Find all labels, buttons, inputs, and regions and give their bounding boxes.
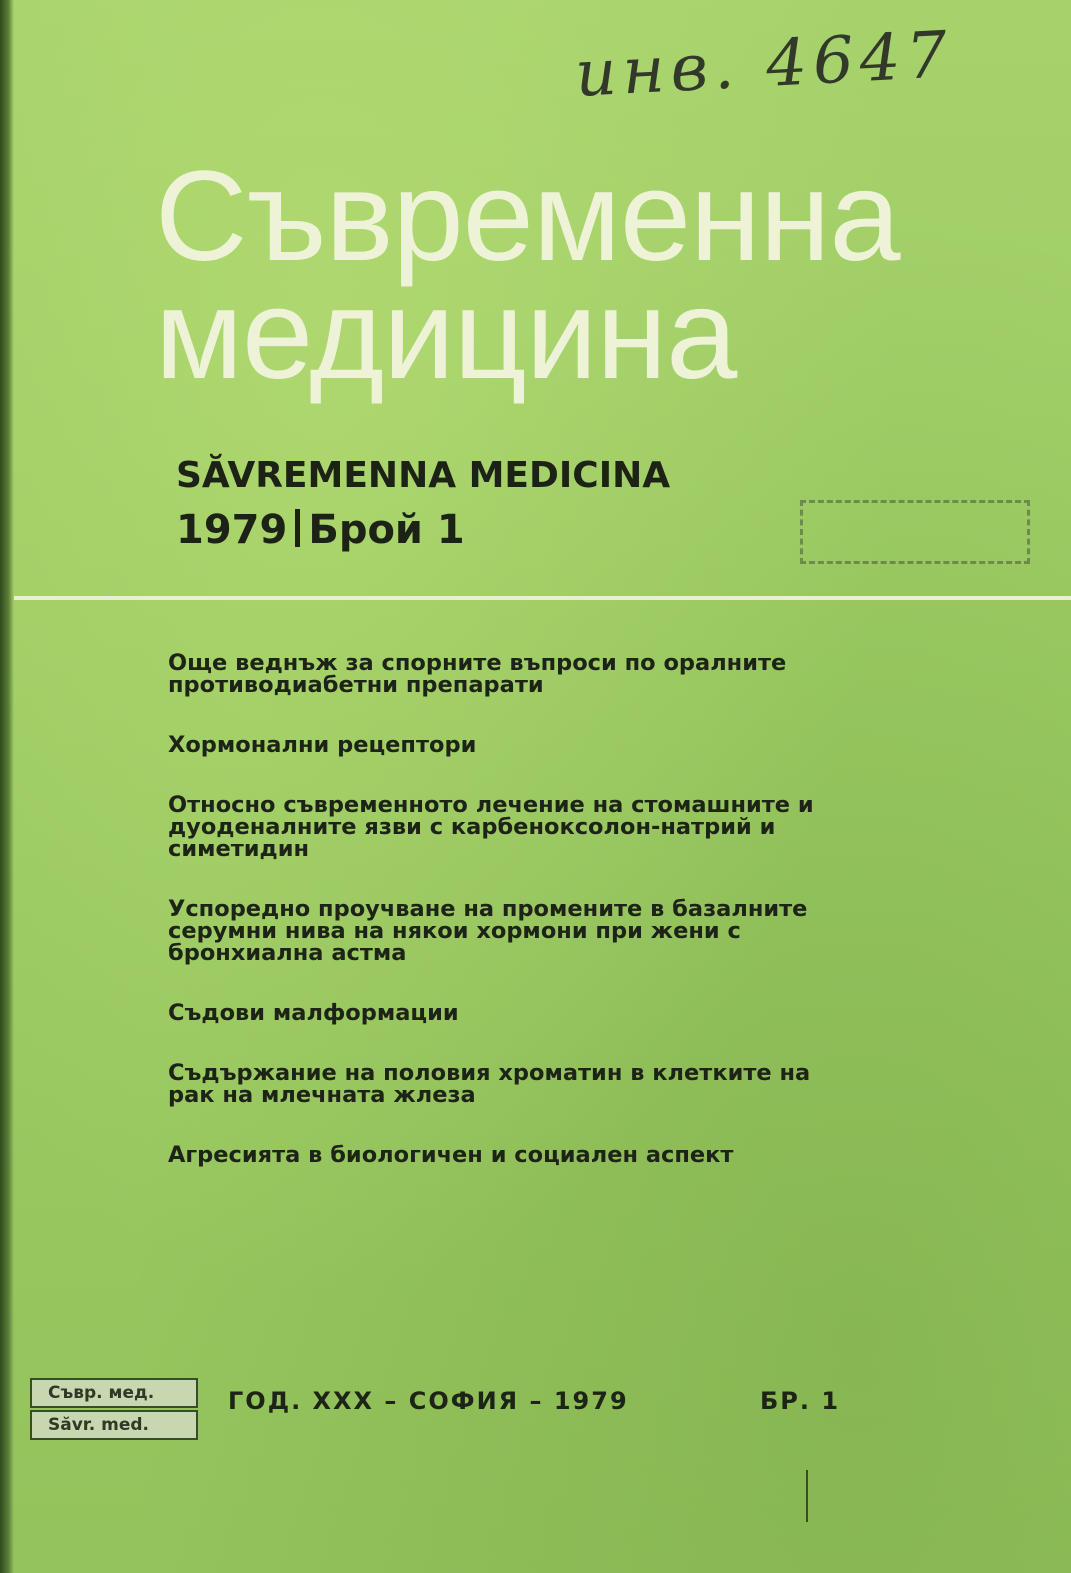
article-title: Съдържание на половия хроматин в клетките на рак на млечната жлеза [168, 1060, 811, 1108]
article-title: Относно съвременното лечение на стомашните и дуоденалните язви с карбеноксолон-натрий и симетидин [168, 792, 814, 862]
article-title: Хормонални рецептори [168, 732, 477, 758]
latin-title: SĂVREMENNA MEDICINA [176, 455, 671, 496]
issue-line [176, 507, 465, 553]
abbreviation-label-lat: Săvr. med. [30, 1410, 198, 1440]
footer-issue-number: БР. 1 [760, 1387, 841, 1415]
binding-edge [0, 0, 14, 1573]
abbreviation-label-bg: Съвр. мед. [30, 1378, 198, 1408]
cover-title-line-1: Съвременна [155, 145, 900, 288]
handwritten-inventory-number: инв. 4647 [573, 18, 955, 112]
library-stamp [800, 500, 1030, 564]
issue-number: Брой 1 [308, 507, 465, 553]
pencil-mark [806, 1470, 808, 1522]
cover-divider [14, 596, 1071, 600]
issue-separator [295, 509, 300, 547]
issue-year: 1979 [176, 507, 288, 553]
article-title: Агресията в биологичен и социален аспект [168, 1142, 734, 1168]
cover-title-line-2: медицина [155, 263, 737, 406]
article-title: Още веднъж за спорните въпроси по оралните противодиабетни препарати [168, 650, 787, 698]
publication-footer: ГОД. XXX – СОФИЯ – 1979 [228, 1387, 629, 1415]
article-title: Успоредно проучване на промените в базалните серумни нива на някои хормони при жени с бронхиална астма [168, 896, 808, 966]
cover-title [155, 145, 900, 406]
contents-list [168, 652, 838, 1166]
article-title: Съдови малформации [168, 1000, 459, 1026]
